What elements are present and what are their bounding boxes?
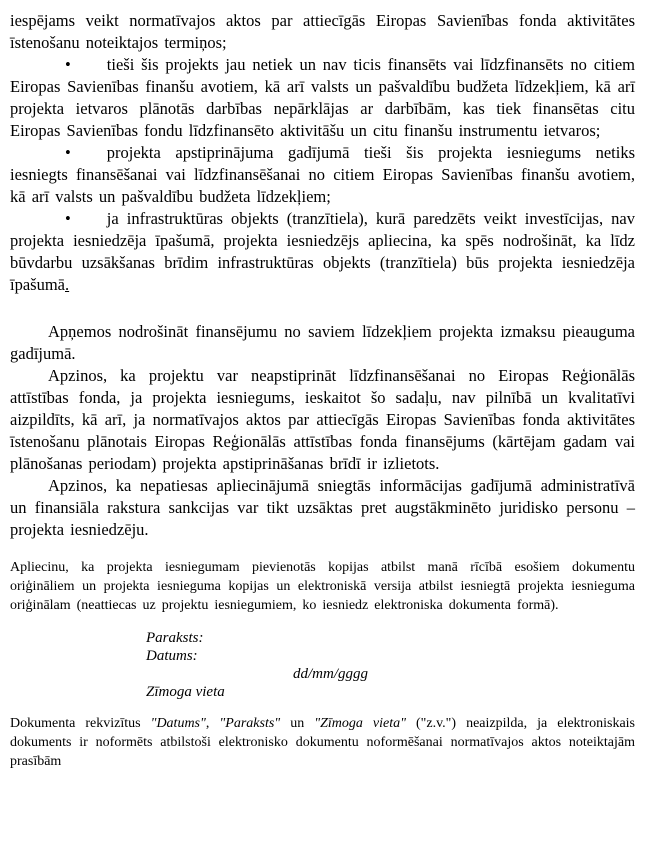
paragraph-opening-continuation: iespējams veikt normatīvajos aktos par attiecīgās Eiropas Savienības fonda aktivitātes īstenošanu noteiktajos termiņos; bbox=[10, 11, 635, 52]
footnote-segment: "Datums" bbox=[150, 716, 206, 731]
bullet-item-1 bbox=[10, 54, 635, 142]
bullet-icon: • bbox=[65, 209, 71, 228]
bullet-icon: • bbox=[65, 55, 71, 74]
bullet-icon: • bbox=[65, 143, 71, 162]
paragraph-apzinos-2: Apzinos, ka nepatiesas apliecinājumā sniegtās informācijas gadījumā administratīvā un finansiāla rakstura sankcijas var tikt uzsāktas pret augstākminēto juridisko personu – projekta iesniedzēju. bbox=[10, 476, 635, 539]
bullet-text: projekta apstiprinājuma gadījumā tieši šis projekta iesniegums netiks iesniegts finansēšanai vai līdzfinansēšanai no citiem Eiropas Savienības finanšu avotiem, kā arī valsts un pašvaldību budžeta līdzekļiem; bbox=[10, 143, 635, 206]
signature-datums-label: Datums: bbox=[146, 648, 198, 664]
underlined-period: . bbox=[65, 275, 70, 294]
paragraph-apnemos: Apņemos nodrošināt finansējumu no saviem līdzekļiem projekta izmaksu pieauguma gadījumā. bbox=[10, 322, 635, 363]
paragraph-apzinos-1: Apzinos, ka projektu var neapstiprināt līdzfinansēšanai no Eiropas Reģionālās attīstības fonda, ja projekta iesniegums, ieskaitot šo sadaļu, nav pilnībā un kvalitatīvi aizpildīts, kā arī, ja normatīvajos aktos par attiecīgās Eiropas Savienības fonda aktivitātes īstenošanu plānotais Eiropas Reģionālās attīstības fonda finansējums (kārtējam gadam vai plānošanas periodam) projekta apstiprināšanas brīdī ir izlietots. bbox=[10, 366, 635, 473]
bullet-text: ja infrastruktūras objekts (tranzītiela), kurā paredzēts veikt investīcijas, nav projekta iesniedzēja īpašumā, projekta iesniedzējs apliecina, ka spēs nodrošināt, ka līdz būvdarbu uzsākšanas brīdim infrastruktūras objekts (tranzītiela) būs projekta iesniedzēja īpašumā bbox=[10, 209, 635, 294]
certification-paragraph: Apliecinu, ka projekta iesniegumam pievienotās kopijas atbilst manā rīcībā esošiem dokumentu oriģināliem un projekta iesnieguma kopijas un elektroniskā versija atbilst iesniegtā projekta iesnieguma oriģinālam (neattiecas uz projektu iesniegumiem, ko iesniedz elektroniska dokumenta formā). bbox=[10, 560, 635, 613]
footnote-segment: Dokumenta rekvizītus bbox=[10, 716, 151, 731]
bullet-text: tieši šis projekts jau netiek un nav ticis finansēts vai līdzfinansēts no citiem Eiropas Savienības finanšu avotiem, kā arī valsts un pašvaldību budžeta līdzekļiem, kā arī projekta ietvaros plānotās darbības nepārklājas ar darbībām, kas tiek finansētas citu Eiropas Savienības fondu līdzfinansēto aktivitāšu un citu finanšu instrumentu ietvaros; bbox=[10, 55, 635, 140]
footnote-segment: ("z.v.") neaizpilda, ja elektroniskais dokuments ir noformēts atbilstoši elektronisko dokumentu noformēšanai normatīvajos aktos noteiktajām prasībām bbox=[10, 716, 635, 769]
footnote-segment: "Zīmoga vieta" bbox=[314, 716, 406, 731]
footnote-segment: un bbox=[280, 716, 315, 731]
signature-paraksts-label: Paraksts: bbox=[146, 630, 204, 646]
bullet-item-2 bbox=[10, 142, 635, 208]
signature-zimoga-label: Zīmoga vieta bbox=[146, 684, 225, 700]
footnote-paragraph bbox=[10, 714, 635, 771]
date-format-hint: dd/mm/gggg bbox=[293, 666, 368, 682]
footnote-segment: "Paraksts" bbox=[219, 716, 281, 731]
bullet-item-3 bbox=[10, 208, 635, 296]
footnote-segment: , bbox=[205, 716, 220, 731]
signature-block bbox=[146, 629, 635, 701]
